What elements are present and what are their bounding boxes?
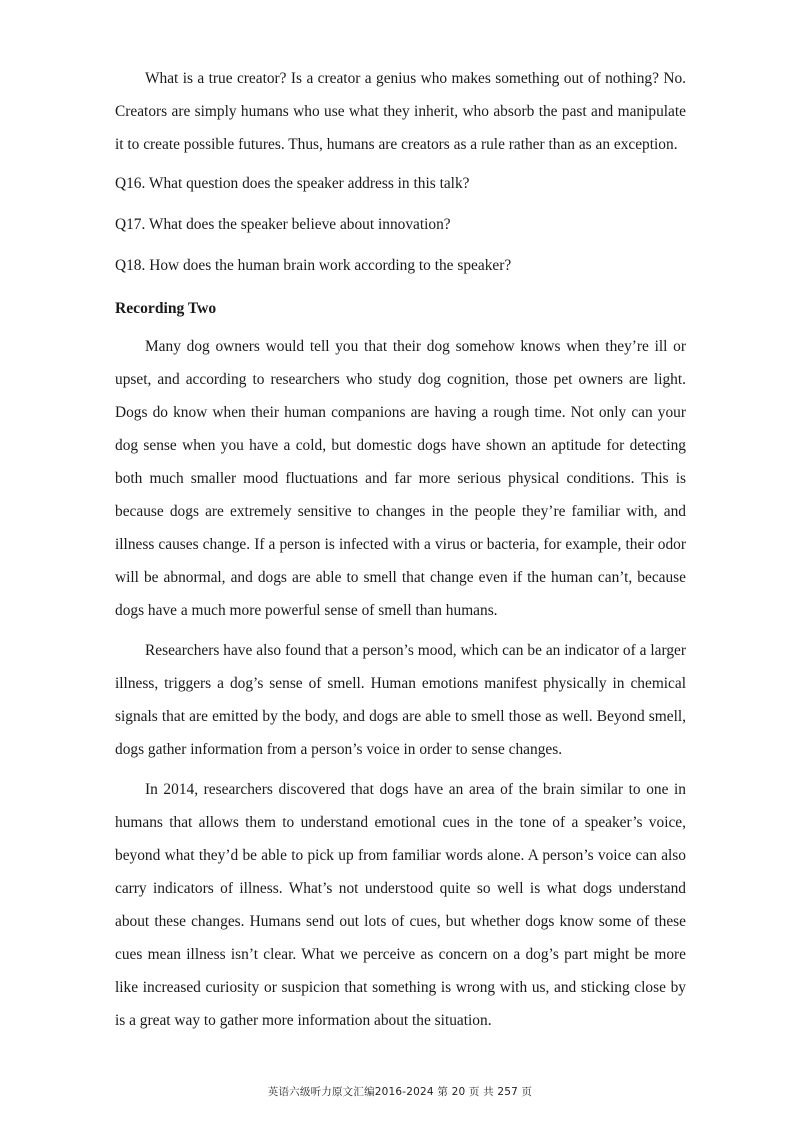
question-q16: Q16. What question does the speaker address in this talk?: [115, 175, 470, 192]
paragraph-3: In 2014, researchers discovered that dogs have an area of the brain similar to one in humans that allows them to understand emotional cues in the tone of a speaker’s voice, beyond what they’d be able to pick up from familiar words alone. A person’s voice can also carry indicators of illness. What’s not understood quite so well is what dogs understand about these changes. Humans send out lots of cues, but whether dogs know some of these cues mean illness isn’t clear. What we perceive as concern on a dog’s part might be more like increased curiosity or suspicion that something is wrong with us, and sticking close by is a great way to gather more information about the situation.: [115, 781, 686, 1029]
question-q18: Q18. How does the human brain work according to the speaker?: [115, 257, 512, 274]
page-footer: [0, 1084, 800, 1099]
section-heading: Recording Two: [115, 300, 217, 317]
paragraph-2: Researchers have also found that a person’s mood, which can be an indicator of a larger illness, triggers a dog’s sense of smell. Human emotions manifest physically in chemical signals that are emitted by the body, and dogs are able to smell those as well. Beyond smell, dogs gather information from a person’s voice in order to sense changes.: [115, 642, 686, 758]
footer-text: 英语六级听力原文汇编2016-2024 第 20 页 共 257 页: [267, 1086, 533, 1098]
intro-paragraph: What is a true creator? Is a creator a genius who makes something out of nothing? No. Creators are simply humans who use what they inherit, who absorb the past and manipulate it to create possible futures. Thus, humans are creators as a rule rather than as an exception.: [115, 70, 686, 153]
paragraph-1: Many dog owners would tell you that their dog somehow knows when they’re ill or upset, and according to researchers who study dog cognition, those pet owners are light. Dogs do know when their human companions are having a rough time. Not only can your dog sense when you have a cold, but domestic dogs have shown an aptitude for detecting both much smaller mood fluctuations and far more serious physical conditions. This is because dogs are extremely sensitive to changes in the people they’re familiar with, and illness causes change. If a person is infected with a virus or bacteria, for example, their odor will be abnormal, and dogs are able to smell that change even if the human can’t, because dogs have a much more powerful sense of smell than humans.: [115, 338, 686, 619]
document-body: [115, 62, 686, 1037]
question-q17: Q17. What does the speaker believe about innovation?: [115, 216, 451, 233]
